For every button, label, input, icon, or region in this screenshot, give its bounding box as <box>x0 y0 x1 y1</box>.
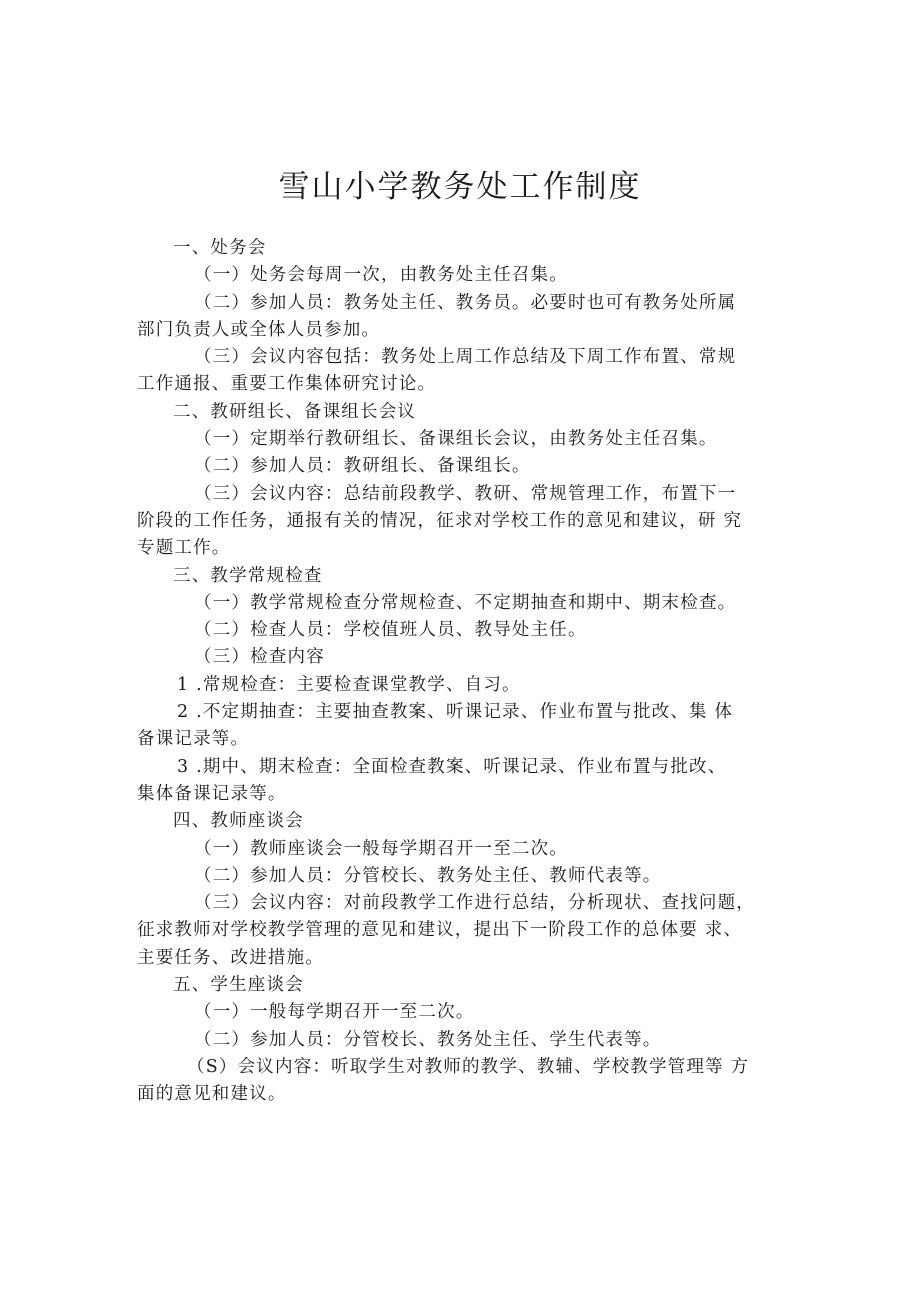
paragraph-line: 阶段的工作任务，通报有关的情况，征求对学校工作的意见和建议，研 究 <box>137 510 743 531</box>
section-heading-2: 二、教研组长、备课组长会议 <box>173 401 417 422</box>
paragraph-line: （二）参加人员：分管校长、教务处主任、教师代表等。 <box>194 865 662 886</box>
paragraph-line: （一）一般每学期召开一至二次。 <box>194 1002 475 1023</box>
paragraph-line: 备课记录等。 <box>137 729 250 750</box>
paragraph-line: （二）参加人员：教研组长、备课组长。 <box>194 456 531 477</box>
document-body <box>137 235 792 1109</box>
paragraph-line: 2 .不定期抽查：主要抽查教案、听课记录、作业布置与批改、集 体 <box>177 702 734 723</box>
paragraph-line: （三）检查内容 <box>194 647 325 668</box>
paragraph-line: （二）参加人员：分管校长、教务处主任、学生代表等。 <box>194 1029 662 1050</box>
section-heading-4: 四、教师座谈会 <box>173 811 304 832</box>
paragraph-line: 主要任务、改进措施。 <box>137 947 324 968</box>
paragraph-line: （一）教学常规检查分常规检查、不定期抽查和期中、期末检查。 <box>194 592 737 613</box>
paragraph-line: （三）会议内容包括：教务处上周工作总结及下周工作布置、常规 <box>194 347 737 368</box>
paragraph-line: 专题工作。 <box>137 538 231 559</box>
document-title: 雪山小学教务处工作制度 <box>278 169 642 205</box>
paragraph-line: （一）定期举行教研组长、备课组长会议，由教务处主任召集。 <box>194 429 718 450</box>
section-heading-1: 一、处务会 <box>173 238 267 258</box>
section-heading-3: 三、教学常规检查 <box>173 565 323 586</box>
paragraph-line: （三）会议内容：总结前段教学、教研、常规管理工作，布置下一 <box>194 483 737 504</box>
paragraph-line: 征求教师对学校教学管理的意见和建议，提出下一阶段工作的总体要 求、 <box>137 920 743 941</box>
paragraph-line: 工作通报、重要工作集体研究讨论。 <box>137 374 437 395</box>
section-heading-5: 五、学生座谈会 <box>173 975 304 996</box>
paragraph-line: 面的意见和建议。 <box>137 1084 287 1105</box>
paragraph-line: （二）检查人员：学校值班人员、教导处主任。 <box>194 620 587 641</box>
paragraph-line: 部门负责人或全体人员参加。 <box>137 319 381 340</box>
paragraph-line: （S）会议内容：听取学生对教师的教学、教辅、学校教学管理等 方 <box>187 1056 750 1077</box>
paragraph-line: 1 .常规检查：主要检查课堂教学、自习。 <box>177 674 521 695</box>
paragraph-line: （一）教师座谈会一般每学期召开一至二次。 <box>194 838 568 859</box>
paragraph-line: 3 .期中、期末检查：全面检查教案、听课记录、作业布置与批改、 <box>177 756 727 777</box>
paragraph-line: （三）会议内容：对前段教学工作进行总结，分析现状、查找问题， <box>194 893 755 914</box>
paragraph-line: 集体备课记录等。 <box>137 783 287 804</box>
paragraph-line: （一）处务会每周一次，由教务处主任召集。 <box>194 265 568 286</box>
paragraph-line: （二）参加人员：教务处主任、教务员。必要时也可有教务处所属 <box>194 292 737 313</box>
